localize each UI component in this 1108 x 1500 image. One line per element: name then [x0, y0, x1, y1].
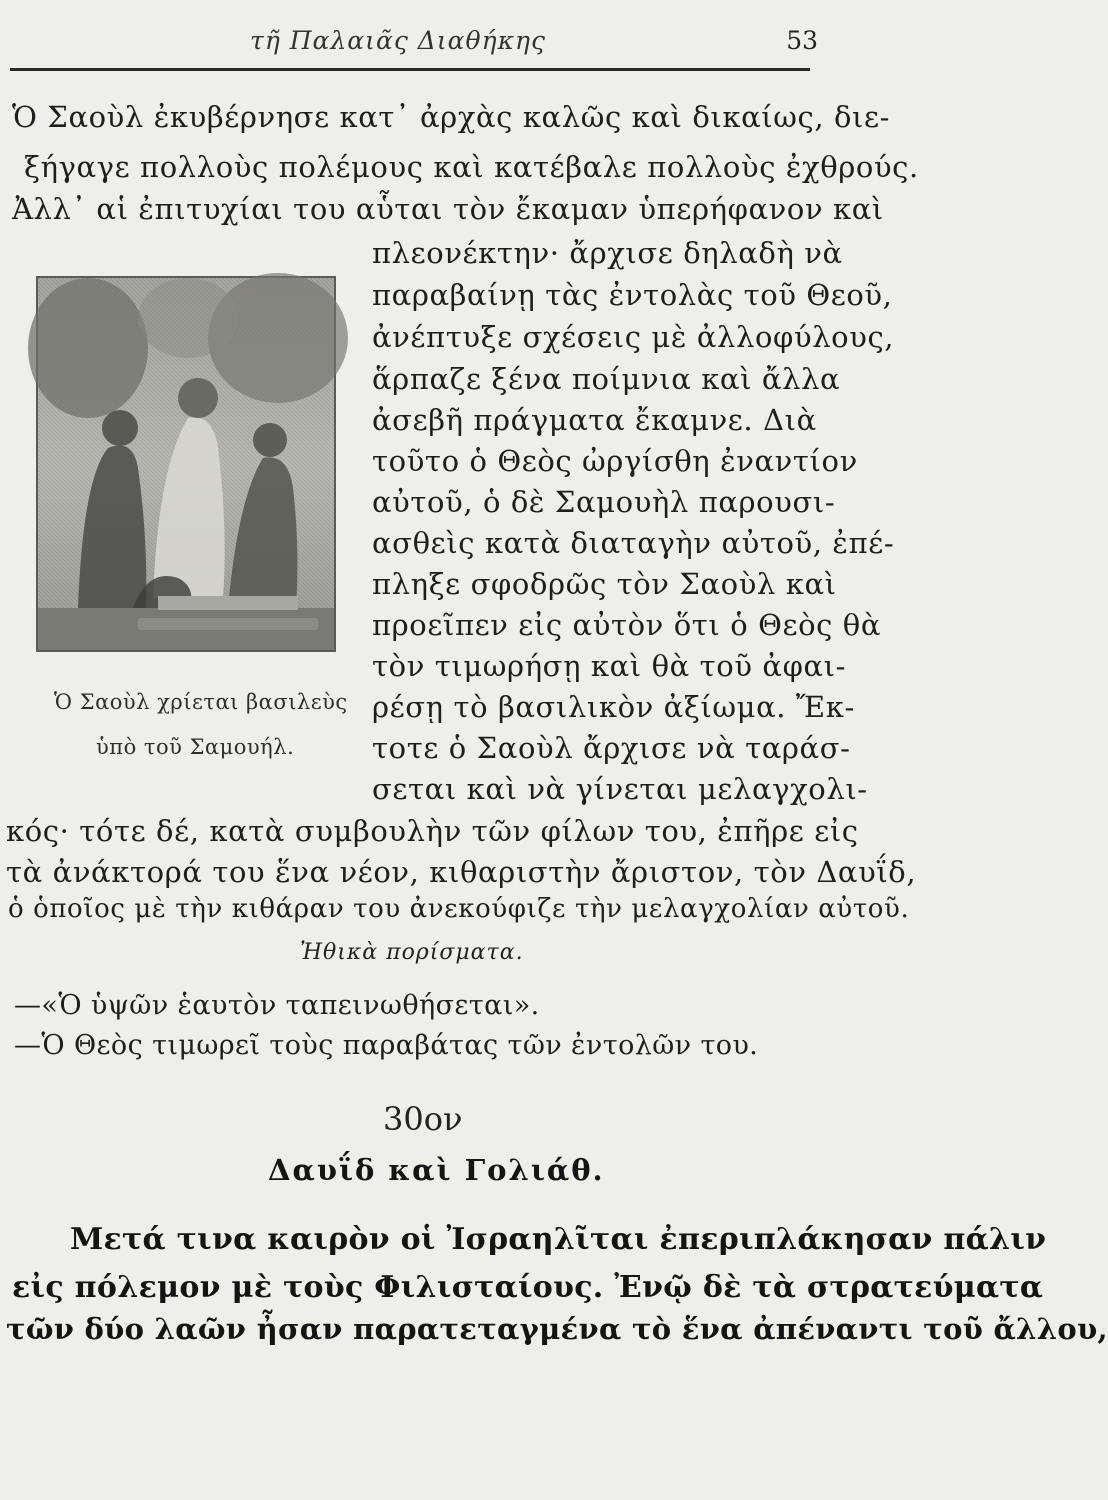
wrapped-line: σεται καὶ νὰ γίνεται μελαγχολι-	[372, 772, 868, 806]
paragraph-line: κός· τότε δέ, κατὰ συμβουλὴν τῶν φίλων του, ἐπῆρε εἰς	[6, 814, 859, 848]
paragraph-line: ξήγαγε πολλοὺς πολέμους καὶ κατέβαλε πολλοὺς ἐχθρούς.	[24, 150, 919, 184]
illustration-caption: ὑπὸ τοῦ Σαμουήλ.	[96, 735, 295, 759]
morals-heading: Ἠθικὰ πορίσματα.	[300, 940, 524, 965]
chapter-text-line: Μετά τινα καιρὸν οἱ Ἰσραηλῖται ἐπεριπλάκησαν πάλιν	[70, 1222, 1047, 1257]
wrapped-line: ρέσῃ τὸ βασιλικὸν ἀξίωμα. Ἔκ-	[372, 690, 855, 724]
wrapped-line: ἀνέπτυξε σχέσεις μὲ ἀλλοφύλους,	[372, 320, 895, 354]
wrapped-line: τοτε ὁ Σαοὺλ ἄρχισε νὰ ταράσ-	[372, 731, 851, 765]
chapter-text-line: τῶν δύο λαῶν ἦσαν παρατεταγμένα τὸ ἕνα ἀπέναντι τοῦ ἄλλου,	[6, 1312, 1108, 1346]
chapter-number: 30ον	[383, 1100, 463, 1138]
chapter-text-line: εἰς πόλεμον μὲ τοὺς Φιλισταίους. Ἐνῷ δὲ τὰ στρατεύματα	[12, 1270, 1044, 1305]
chapter-title: Δαυΐδ καὶ Γολιάθ.	[268, 1153, 605, 1187]
illustration-caption: Ὁ Σαοὺλ χρίεται βασιλεὺς	[54, 690, 348, 714]
header-rule	[10, 68, 810, 71]
paragraph-line: ὁ ὁποῖος μὲ τὴν κιθάραν του ἀνεκούφιζε τὴν μελαγχολίαν αὐτοῦ.	[8, 894, 910, 924]
running-header-title: τῆ Παλαιᾶς Διαθήκης	[250, 26, 546, 55]
wrapped-line: πλεονέκτην· ἄρχισε δηλαδὴ νὰ	[372, 236, 843, 270]
wrapped-line: ἅρπαζε ξένα ποίμνια καὶ ἄλλα	[372, 362, 841, 396]
wrapped-line: ασθεὶς κατὰ διαταγὴν αὐτοῦ, ἐπέ-	[372, 526, 895, 560]
wrapped-line: ἀσεβῆ πράγματα ἔκαμνε. Διὰ	[372, 403, 817, 437]
wrapped-line: τοῦτο ὁ Θεὸς ὠργίσθη ἐναντίον	[372, 444, 858, 478]
page-number: 53	[786, 26, 818, 55]
wrapped-line: προεῖπεν εἰς αὐτὸν ὅτι ὁ Θεὸς θὰ	[372, 608, 882, 642]
paragraph-line: Ἀλλ᾿ αἱ ἐπιτυχίαι του αὗται τὸν ἔκαμαν ὑπερήφανον καὶ	[12, 192, 884, 226]
moral-line: —Ὁ Θεὸς τιμωρεῖ τοὺς παραβάτας τῶν ἐντολῶν του.	[14, 1030, 759, 1061]
paragraph-line: τὰ ἀνάκτορά του ἕνα νέον, κιθαριστὴν ἄριστον, τὸν Δαυΐδ,	[6, 855, 917, 889]
paragraph-line: Ὁ Σαοὺλ ἐκυβέρνησε κατ᾿ ἀρχὰς καλῶς καὶ δικαίως, διε-	[12, 100, 891, 134]
wrapped-line: αὐτοῦ, ὁ δὲ Σαμουὴλ παρουσι-	[372, 485, 836, 519]
illustration-saul-anointed	[36, 276, 336, 652]
wrapped-line: τὸν τιμωρήσῃ καὶ θὰ τοῦ ἀφαι-	[372, 649, 847, 683]
engraving-image	[38, 278, 334, 650]
moral-line: —«Ὁ ὑψῶν ἑαυτὸν ταπεινωθήσεται».	[14, 990, 540, 1021]
wrapped-line: πληξε σφοδρῶς τὸν Σαοὺλ καὶ	[372, 567, 837, 601]
wrapped-line: παραβαίνῃ τὰς ἐντολὰς τοῦ Θεοῦ,	[372, 278, 893, 312]
